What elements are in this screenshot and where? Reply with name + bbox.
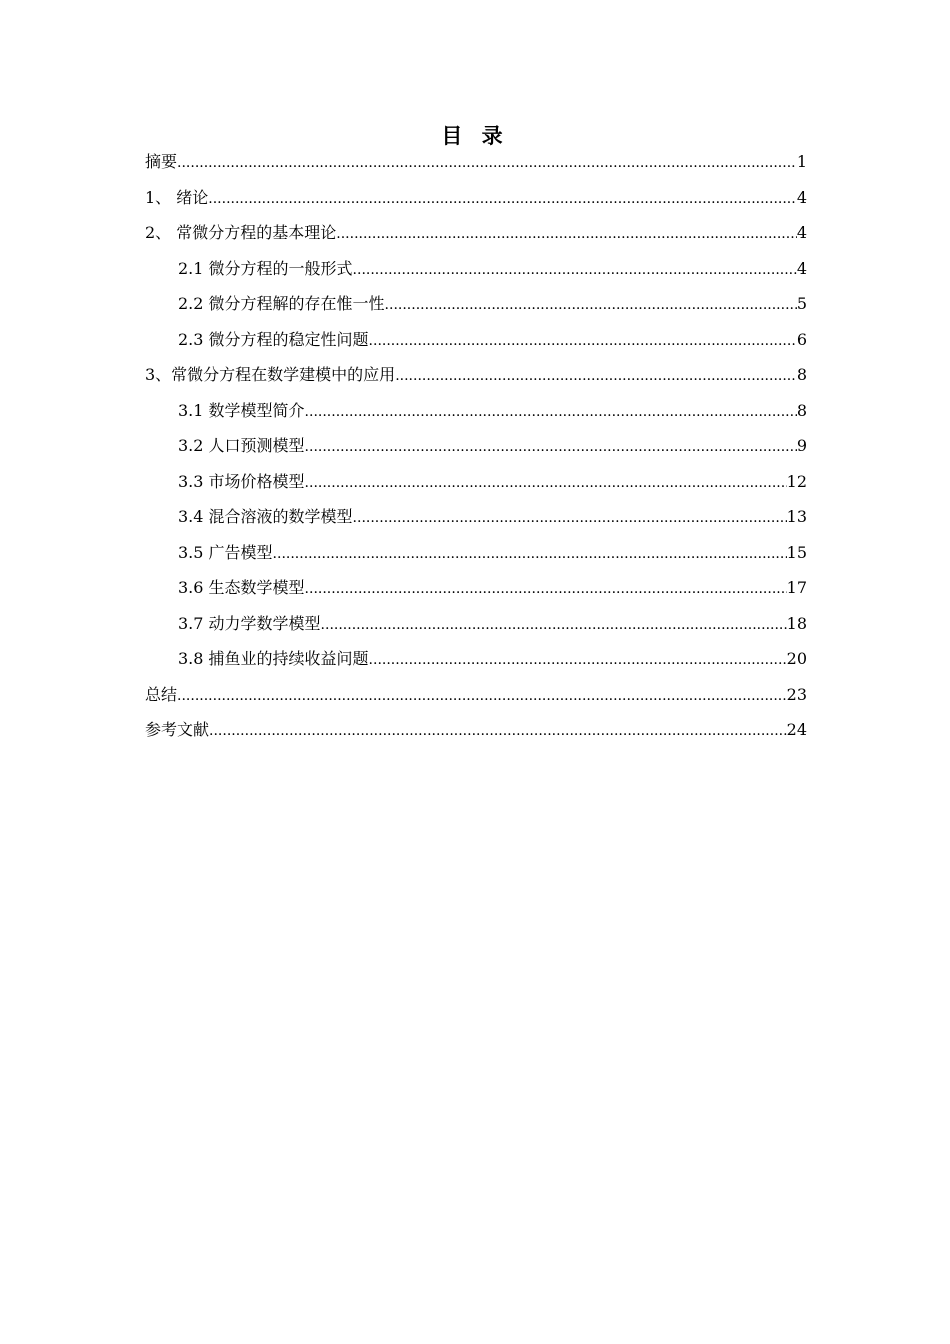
toc-entry-page: 18 bbox=[786, 613, 807, 633]
toc-entry-section-3-8[interactable] bbox=[145, 644, 807, 680]
toc-dot-leader bbox=[353, 255, 797, 285]
toc-entry-label: 总结 bbox=[145, 684, 178, 704]
toc-entry-label: 3.7 动力学数学模型 bbox=[178, 613, 321, 633]
toc-entry-label: 2.3 微分方程的稳定性问题 bbox=[178, 329, 369, 349]
toc-dot-leader bbox=[208, 184, 797, 214]
toc-entry-conclusion[interactable] bbox=[145, 680, 807, 716]
toc-list bbox=[145, 147, 807, 751]
toc-entry-label: 3.4 混合溶液的数学模型 bbox=[178, 507, 353, 526]
toc-entry-label: 3.1 数学模型简介 bbox=[178, 400, 305, 420]
toc-entry-section-3-1[interactable] bbox=[145, 396, 807, 432]
toc-entry-page: 1 bbox=[796, 152, 807, 171]
toc-dot-leader bbox=[353, 503, 787, 533]
toc-dot-leader bbox=[273, 539, 787, 569]
toc-entry-page: 4 bbox=[796, 187, 807, 207]
toc-entry-page: 23 bbox=[786, 684, 807, 704]
toc-dot-leader bbox=[177, 148, 797, 178]
toc-entry-section-3-2[interactable] bbox=[145, 431, 807, 467]
toc-dot-leader bbox=[385, 290, 797, 320]
toc-entry-label: 2.2 微分方程解的存在惟一性 bbox=[178, 294, 385, 313]
toc-entry-label: 2.1 微分方程的一般形式 bbox=[178, 258, 353, 278]
toc-entry-page: 9 bbox=[796, 436, 807, 455]
toc-entry-section-3-6[interactable] bbox=[145, 573, 807, 609]
toc-dot-leader bbox=[209, 716, 787, 746]
toc-entry-page: 4 bbox=[796, 223, 807, 242]
toc-entry-page: 12 bbox=[786, 471, 807, 491]
toc-entry-page: 13 bbox=[786, 507, 807, 526]
toc-entry-section-3-7[interactable] bbox=[145, 609, 807, 645]
toc-entry-chapter-2[interactable] bbox=[145, 218, 807, 254]
toc-entry-section-3-3[interactable] bbox=[145, 467, 807, 503]
toc-entry-label: 1、 绪论 bbox=[145, 187, 209, 207]
toc-entry-label: 参考文献 bbox=[145, 720, 210, 739]
toc-entry-section-3-4[interactable] bbox=[145, 502, 807, 538]
toc-entry-section-2-3[interactable] bbox=[145, 325, 807, 361]
toc-entry-page: 8 bbox=[796, 365, 807, 384]
toc-entry-page: 24 bbox=[786, 720, 807, 739]
toc-entry-section-3-5[interactable] bbox=[145, 538, 807, 574]
toc-entry-section-2-1[interactable] bbox=[145, 254, 807, 290]
toc-entry-label: 摘要 bbox=[145, 152, 178, 171]
toc-entry-page: 5 bbox=[796, 294, 807, 313]
toc-entry-label: 3.5 广告模型 bbox=[178, 542, 273, 562]
toc-dot-leader bbox=[305, 574, 787, 604]
toc-dot-leader bbox=[305, 432, 797, 462]
toc-entry-page: 6 bbox=[796, 329, 807, 349]
toc-entry-label: 3.8 捕鱼业的持续收益问题 bbox=[178, 649, 369, 668]
toc-dot-leader bbox=[369, 645, 787, 675]
toc-entry-page: 17 bbox=[786, 578, 807, 597]
toc-entry-references[interactable] bbox=[145, 715, 807, 751]
toc-entry-page: 20 bbox=[786, 649, 807, 668]
toc-entry-introduction[interactable] bbox=[145, 183, 807, 219]
toc-dot-leader bbox=[395, 361, 797, 391]
toc-entry-abstract[interactable] bbox=[145, 147, 807, 183]
toc-dot-leader bbox=[177, 681, 787, 711]
toc-dot-leader bbox=[305, 397, 797, 427]
toc-dot-leader bbox=[321, 610, 787, 640]
toc-entry-section-2-2[interactable] bbox=[145, 289, 807, 325]
toc-entry-label: 3.3 市场价格模型 bbox=[178, 471, 305, 491]
toc-entry-label: 2、 常微分方程的基本理论 bbox=[145, 223, 337, 242]
toc-title: 目 录 bbox=[441, 124, 509, 148]
toc-dot-leader bbox=[369, 326, 797, 356]
toc-dot-leader bbox=[336, 219, 797, 249]
toc-entry-label: 3、常微分方程在数学建模中的应用 bbox=[145, 365, 396, 384]
toc-entry-page: 4 bbox=[796, 258, 807, 278]
toc-dot-leader bbox=[305, 468, 787, 498]
toc-entry-page: 15 bbox=[786, 542, 807, 562]
toc-entry-label: 3.2 人口预测模型 bbox=[178, 436, 305, 455]
toc-entry-page: 8 bbox=[796, 400, 807, 420]
toc-entry-chapter-3[interactable] bbox=[145, 360, 807, 396]
toc-entry-label: 3.6 生态数学模型 bbox=[178, 578, 305, 597]
